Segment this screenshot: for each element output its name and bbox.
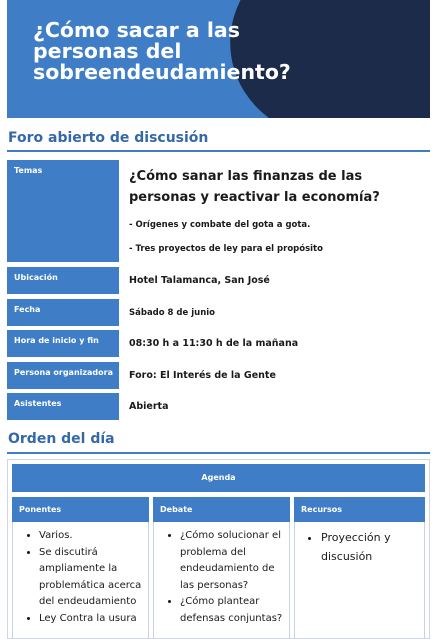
info-label-temas: Temas (7, 160, 119, 262)
info-label-fecha: Fecha (7, 299, 119, 326)
list-item: • ¿Cómo plantear defensas conjuntas? (180, 594, 283, 627)
agenda-table (7, 459, 430, 639)
agenda-col-body-recursos (294, 522, 425, 639)
info-value-temas (119, 160, 430, 262)
temas-bullet: - Tres proyectos de ley para el propósito (129, 244, 323, 254)
info-row-temas (7, 160, 430, 262)
info-row-fecha (7, 299, 430, 326)
agenda-header: Agenda (12, 464, 425, 492)
info-row-organizadora (7, 362, 430, 389)
info-label-asistentes: Asistentes (7, 393, 119, 420)
list-item: • Ley Contra la usura (39, 611, 142, 628)
info-row-asistentes (7, 393, 430, 420)
info-value-fecha: Sábado 8 de junio (129, 307, 216, 318)
agenda-col-head-ponentes: Ponentes (12, 497, 149, 522)
info-value-hora: 08:30 h a 11:30 h de la mañana (129, 338, 299, 349)
info-row-hora (7, 330, 430, 357)
agenda-col-head-debate: Debate (153, 497, 290, 522)
recursos-list (309, 528, 418, 566)
agenda-col-body-debate (153, 522, 290, 639)
agenda-col-head-recursos: Recursos (294, 497, 425, 522)
info-label-ubicacion: Ubicación (7, 267, 119, 294)
info-value-organizadora: Foro: El Interés de la Gente (129, 370, 276, 381)
info-value-asistentes: Abierta (129, 401, 169, 412)
list-item: • ¿Cómo solucionar el problema del endeudamiento de las personas? (180, 528, 283, 594)
agenda-col-body-ponentes (12, 522, 149, 639)
list-item: • Se discutirá ampliamente la problemática acerca del endeudamiento (39, 545, 142, 611)
agenda-divider (7, 452, 430, 454)
list-item: • Varios. (39, 528, 142, 545)
header-banner (7, 0, 430, 118)
forum-divider (7, 150, 430, 152)
debate-list (168, 528, 283, 627)
forum-section-title: Foro abierto de discusión (8, 130, 209, 146)
agenda-section-title: Orden del día (8, 431, 115, 447)
info-label-hora: Hora de inicio y fin (7, 330, 119, 357)
list-item: • Proyección y discusión (321, 528, 418, 566)
info-row-ubicacion (7, 267, 430, 294)
info-value-ubicacion: Hotel Talamanca, San José (129, 275, 270, 286)
page-title: ¿Cómo sacar a las personas del sobreendeudamiento? (33, 18, 291, 84)
info-label-organizadora: Persona organizadora (7, 362, 119, 389)
ponentes-list (27, 528, 142, 627)
temas-bullet: - Orígenes y combate del gota a gota. (129, 220, 311, 230)
temas-heading: ¿Cómo sanar las finanzas de las personas y reactivar la economía? (129, 169, 380, 205)
